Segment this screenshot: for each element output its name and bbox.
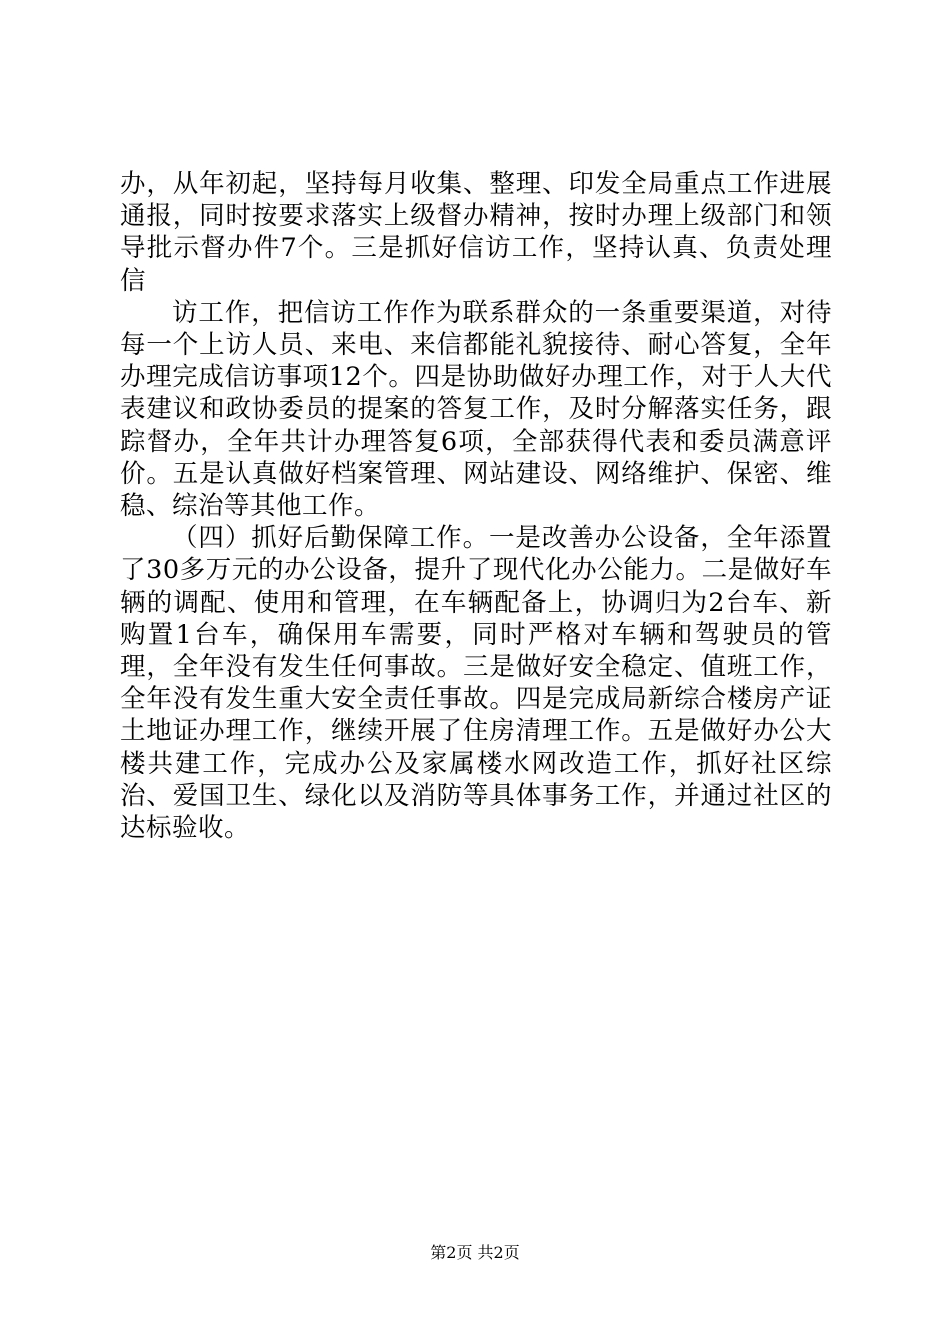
- page-footer: 第2页 共2页: [430, 1243, 520, 1262]
- paragraph-petition-work: 访工作，把信访工作作为联系群众的一条重要渠道，对待每一个上访人员、来电、来信都能礼貌接待、耐心答复，全年办理完成信访事项12个。四是协助做好办理工作，对于人大代表建议和政协委员的提案的答复工作，及时分解落实任务，跟踪督办，全年共计办理答复6项，全部获得代表和委员满意评价。五是认真做好档案管理、网站建设、网络维护、保密、维稳、综治等其他工作。: [120, 297, 832, 522]
- document-body: [120, 168, 832, 844]
- paragraph-logistics: （四）抓好后勤保障工作。一是改善办公设备，全年添置了30多万元的办公设备，提升了现代化办公能力。二是做好车辆的调配、使用和管理，在车辆配备上，协调归为2台车、新购置1台车，确保用车需要，同时严格对车辆和驾驶员的管理，全年没有发生任何事故。三是做好安全稳定、值班工作，全年没有发生重大安全责任事故。四是完成局新综合楼房产证土地证办理工作，继续开展了住房清理工作。五是做好办公大楼共建工作，完成办公及家属楼水网改造工作，抓好社区综治、爱国卫生、绿化以及消防等具体事务工作，并通过社区的达标验收。: [120, 523, 832, 844]
- paragraph-continued: 办，从年初起，坚持每月收集、整理、印发全局重点工作进展通报，同时按要求落实上级督办精神，按时办理上级部门和领导批示督办件7个。三是抓好信访工作，坚持认真、负责处理信: [120, 169, 832, 296]
